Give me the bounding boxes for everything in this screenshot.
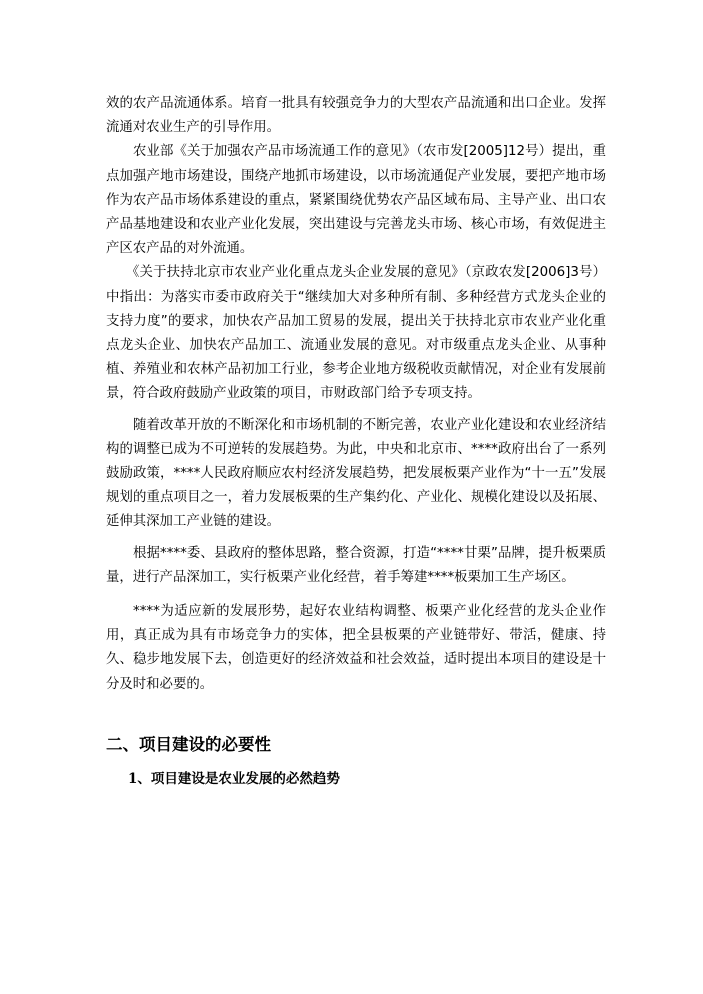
paragraph-2: 农业部《关于加强农产品市场流通工作的意见》（农市发[2005]12号）提出，重点加强产地市场建设，围绕产地抓市场建设，以市场流通促产业发展，要把产地市场作为农产品市场体系建设的重点，紧紧围绕优势农产品区域布局、主导产业、出口农产品基地建设和农业产业化发展，突出建设与完善龙头市场、核心市场，有效促进主产区农产品的对外流通。	[106, 144, 606, 257]
paragraph-1: 效的农产品流通体系。培育一批具有较强竞争力的大型农产品流通和出口企业。发挥流通对农业生产的引导作用。	[106, 96, 606, 136]
paragraph-4: 随着改革开放的不断深化和市场机制的不断完善，农业产业化建设和农业经济结构的调整已成为不可逆转的发展趋势。为此，中央和北京市、****政府出台了一系列鼓励政策，****人民政府顺应农村经济发展趋势，把发展板栗产业作为“十一五”发展规划的重点项目之一，着力发展板栗的生产集约化、产业化、规模化建设以及拓展、延伸其深加工产业链的建设。	[106, 417, 606, 530]
section-heading: 二、项目建设的必要性	[106, 734, 271, 754]
paragraph-5: 根据****委、县政府的整体思路，整合资源，打造“****甘栗”品牌，提升板栗质量，进行产品深加工，实行板栗产业化经营，着手筹建****板栗加工生产场区。	[106, 545, 606, 585]
paragraph-6: ****为适应新的发展形势，起好农业结构调整、板栗产业化经营的龙头企业作用，真正成为具有市场竞争力的实体，把全县板栗的产业链带好、带活，健康、持久、稳步地发展下去，创造更好的经济效益和社会效益，适时提出本项目的建设是十分及时和必要的。	[106, 604, 606, 692]
paragraph-3: 《关于扶持北京市农业产业化重点龙头企业发展的意见》（京政农发[2006]3号）中指出：为落实市委市政府关于“继续加大对多种所有制、多种经营方式龙头企业的支持力度”的要求，加快农产品加工贸易的发展，提出关于扶持北京市农业产业化重点龙头企业、加快农产品加工、流通业发展的意见。对市级重点龙头企业、从事种植、养殖业和农林产品初加工行业，参考企业地方级税收贡献情况，对企业有发展前景，符合政府鼓励产业政策的项目，市财政部门给予专项支持。	[106, 265, 606, 402]
subsection-heading: 1、项目建设是农业发展的必然趋势	[128, 770, 340, 787]
document-body	[106, 92, 606, 791]
